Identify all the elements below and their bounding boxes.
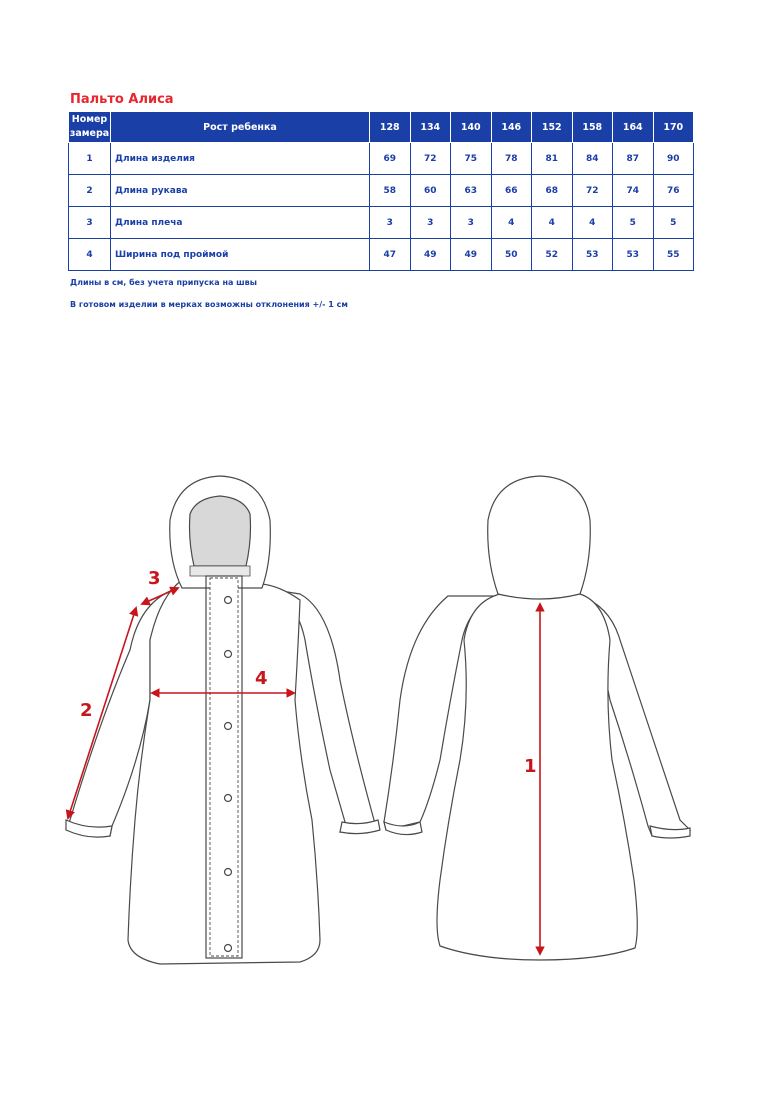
cell-value: 60 [410, 175, 451, 207]
cell-value: 53 [572, 239, 613, 271]
cell-value: 76 [653, 175, 694, 207]
cell-value: 87 [613, 143, 654, 175]
front-placket [210, 578, 238, 956]
header-size: 164 [613, 112, 654, 143]
measure-3-label: 3 [148, 568, 161, 589]
note-seam-allowance: Длины в см, без учета припуска на швы [70, 278, 257, 287]
button-icon [225, 651, 232, 658]
header-number-line1: Номер [71, 114, 108, 125]
measure-1-label: 1 [524, 756, 537, 777]
cell-value: 63 [451, 175, 492, 207]
cell-value: 47 [370, 239, 411, 271]
note-tolerance: В готовом изделии в мерках возможны отклонения +/- 1 см [70, 300, 348, 309]
row-name: Длина рукава [111, 175, 370, 207]
cell-value: 74 [613, 175, 654, 207]
table-row [69, 207, 694, 239]
cell-value: 58 [370, 175, 411, 207]
cell-value: 68 [532, 175, 573, 207]
table-row [69, 239, 694, 271]
row-name: Ширина под проймой [111, 239, 370, 271]
row-number: 1 [69, 143, 111, 175]
cell-value: 72 [410, 143, 451, 175]
header-size: 170 [653, 112, 694, 143]
button-icon [225, 597, 232, 604]
header-size: 140 [451, 112, 492, 143]
coat-front-view [66, 476, 380, 964]
cell-value: 49 [410, 239, 451, 271]
cell-value: 78 [491, 143, 532, 175]
page-title: Пальто Алиса [70, 92, 174, 107]
row-name: Длина плеча [111, 207, 370, 239]
table-header-row [69, 112, 694, 143]
cell-value: 4 [572, 207, 613, 239]
back-body [437, 594, 637, 960]
front-hood-inner [190, 496, 251, 566]
cell-value: 4 [491, 207, 532, 239]
cell-value: 81 [532, 143, 573, 175]
cell-value: 69 [370, 143, 411, 175]
coat-back-view [384, 476, 690, 960]
cell-value: 84 [572, 143, 613, 175]
header-height: Рост ребенка [111, 112, 370, 143]
cell-value: 55 [653, 239, 694, 271]
row-number: 4 [69, 239, 111, 271]
header-number-line2: замера [69, 128, 110, 139]
button-icon [225, 945, 232, 952]
cell-value: 3 [451, 207, 492, 239]
cell-value: 5 [653, 207, 694, 239]
button-icon [225, 795, 232, 802]
cell-value: 72 [572, 175, 613, 207]
cell-value: 66 [491, 175, 532, 207]
cell-value: 3 [370, 207, 411, 239]
table-row [69, 175, 694, 207]
cell-value: 3 [410, 207, 451, 239]
measure-4-label: 4 [255, 668, 268, 689]
button-icon [225, 869, 232, 876]
cell-value: 75 [451, 143, 492, 175]
cell-value: 53 [613, 239, 654, 271]
cell-value: 90 [653, 143, 694, 175]
cell-value: 49 [451, 239, 492, 271]
header-size: 158 [572, 112, 613, 143]
button-icon [225, 723, 232, 730]
cell-value: 4 [532, 207, 573, 239]
header-size: 134 [410, 112, 451, 143]
measure-2-label: 2 [80, 700, 93, 721]
cell-value: 52 [532, 239, 573, 271]
row-name: Длина изделия [111, 143, 370, 175]
coat-technical-drawing [0, 440, 762, 980]
header-size: 128 [370, 112, 411, 143]
cell-value: 5 [613, 207, 654, 239]
row-number: 2 [69, 175, 111, 207]
header-number [69, 112, 111, 143]
header-size: 146 [491, 112, 532, 143]
back-hood [488, 476, 591, 599]
row-number: 3 [69, 207, 111, 239]
table-row [69, 143, 694, 175]
header-size: 152 [532, 112, 573, 143]
size-table [68, 111, 694, 271]
cell-value: 50 [491, 239, 532, 271]
